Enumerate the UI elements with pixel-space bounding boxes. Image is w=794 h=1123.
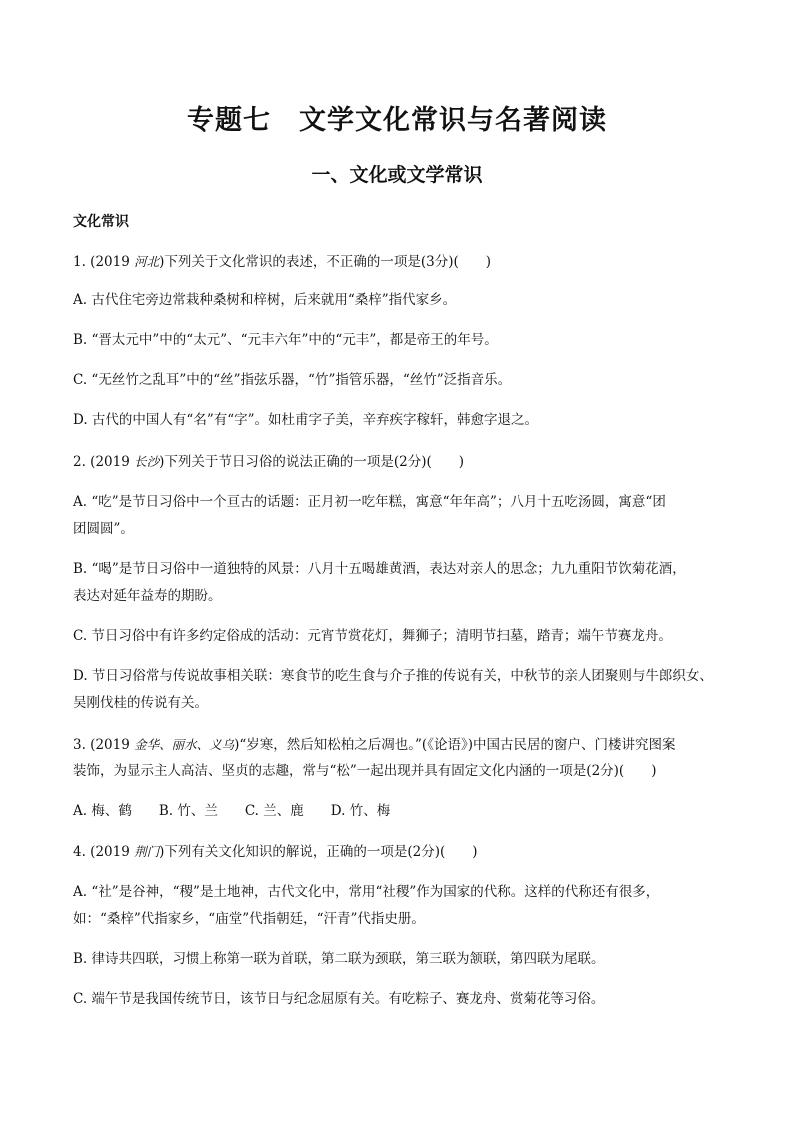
question-1-option-c: C. “无丝竹之乱耳”中的“丝”指弦乐器，“竹”指管乐器，“丝竹”泛指音乐。	[73, 372, 512, 388]
question-3-options: A. 梅、鹤 B. 竹、兰 C. 兰、鹿 D. 竹、梅	[73, 803, 391, 819]
subsection-label: 文化常识	[73, 214, 129, 230]
question-3-source: 金华、丽水、义乌	[134, 737, 235, 752]
question-1-option-d: D. 古代的中国人有“名”有“字”。如杜甫字子美，辛弃疾字稼轩，韩愈字退之。	[73, 412, 539, 428]
question-4-option-b: B. 律诗共四联，习惯上称第一联为首联，第二联为颈联，第三联为颔联，第四联为尾联。	[73, 951, 605, 967]
question-2-option-c: C. 节日习俗中有许多约定俗成的活动：元宵节赏花灯，舞狮子；清明节扫墓，踏青；端午节赛龙舟。	[73, 628, 672, 644]
question-4-number: 4. (2019	[73, 844, 135, 860]
question-2-option-b-line-2: 表达对延年益寿的期盼。	[73, 588, 222, 604]
question-4-option-a-line-2: 如：“桑梓”代指家乡，“庙堂”代指朝廷，“汗青”代指史册。	[73, 911, 425, 927]
section-heading: 一、文化或文学常识	[311, 164, 483, 186]
question-1-text: )下列关于文化常识的表述，不正确的一项是(3分)( )	[159, 254, 492, 270]
question-2-option-d-line-1: D. 节日习俗常与传说故事相关联：寒食节的吃生食与介子推的传说有关，中秋节的亲人团聚则与牛郎织女、	[73, 668, 713, 684]
question-2-stem	[73, 448, 733, 476]
page-title: 专题七 文学文化常识与名著阅读	[187, 105, 607, 136]
question-3-number: 3. (2019	[73, 737, 135, 753]
question-1-number: 1. (2019	[73, 254, 135, 270]
question-1-stem	[73, 248, 733, 276]
question-1-source: 河北	[134, 254, 160, 269]
question-1-option-b: B. “晋太元中”中的“太元”、“元丰六年”中的“元丰”，都是帝王的年号。	[73, 332, 498, 348]
question-4-option-a-line-1: A. “社”是谷神，“稷”是土地神，古代文化中，常用“社稷”作为国家的代称。这样的代称还有很多，	[73, 884, 660, 900]
question-2-option-b-line-1: B. “喝”是节日习俗中一道独特的风景：八月十五喝雄黄酒，表达对亲人的思念；九九重阳节饮菊花酒，	[73, 561, 686, 577]
question-4-text: )下列有关文化知识的解说，正确的一项是(2分)( )	[159, 844, 478, 860]
question-3-text: )“岁寒，然后知松柏之后凋也。”(《论语》)中国古民居的窗户、门楼讲究图案	[234, 737, 676, 753]
question-3-stem-line-2: 装饰，为显示主人高洁、坚贞的志趣，常与“松”一起出现并具有固定文化内涵的一项是(2分)( )	[73, 763, 657, 779]
question-3-stem	[73, 731, 733, 759]
question-2-option-a-line-1: A. “吃”是节日习俗中一个亘古的话题：正月初一吃年糕，寓意“年年高”；八月十五吃汤圆，寓意“团	[73, 494, 666, 510]
question-2-option-a-line-2: 团圆圆”。	[73, 521, 134, 537]
question-2-number: 2. (2019	[73, 454, 135, 470]
question-2-option-d-line-2: 吴刚伐桂的传说有关。	[73, 695, 208, 711]
question-2-text: )下列关于节日习俗的说法正确的一项是(2分)( )	[159, 454, 465, 470]
question-1-option-a: A. 古代住宅旁边常栽种桑树和梓树，后来就用“桑梓”指代家乡。	[73, 292, 457, 308]
question-2-source: 长沙	[134, 454, 160, 469]
question-4-source: 荆门	[134, 844, 160, 859]
question-4-option-c: C. 端午节是我国传统节日，该节日与纪念屈原有关。有吃粽子、赛龙舟、赏菊花等习俗。	[73, 991, 605, 1007]
question-4-stem	[73, 838, 733, 866]
